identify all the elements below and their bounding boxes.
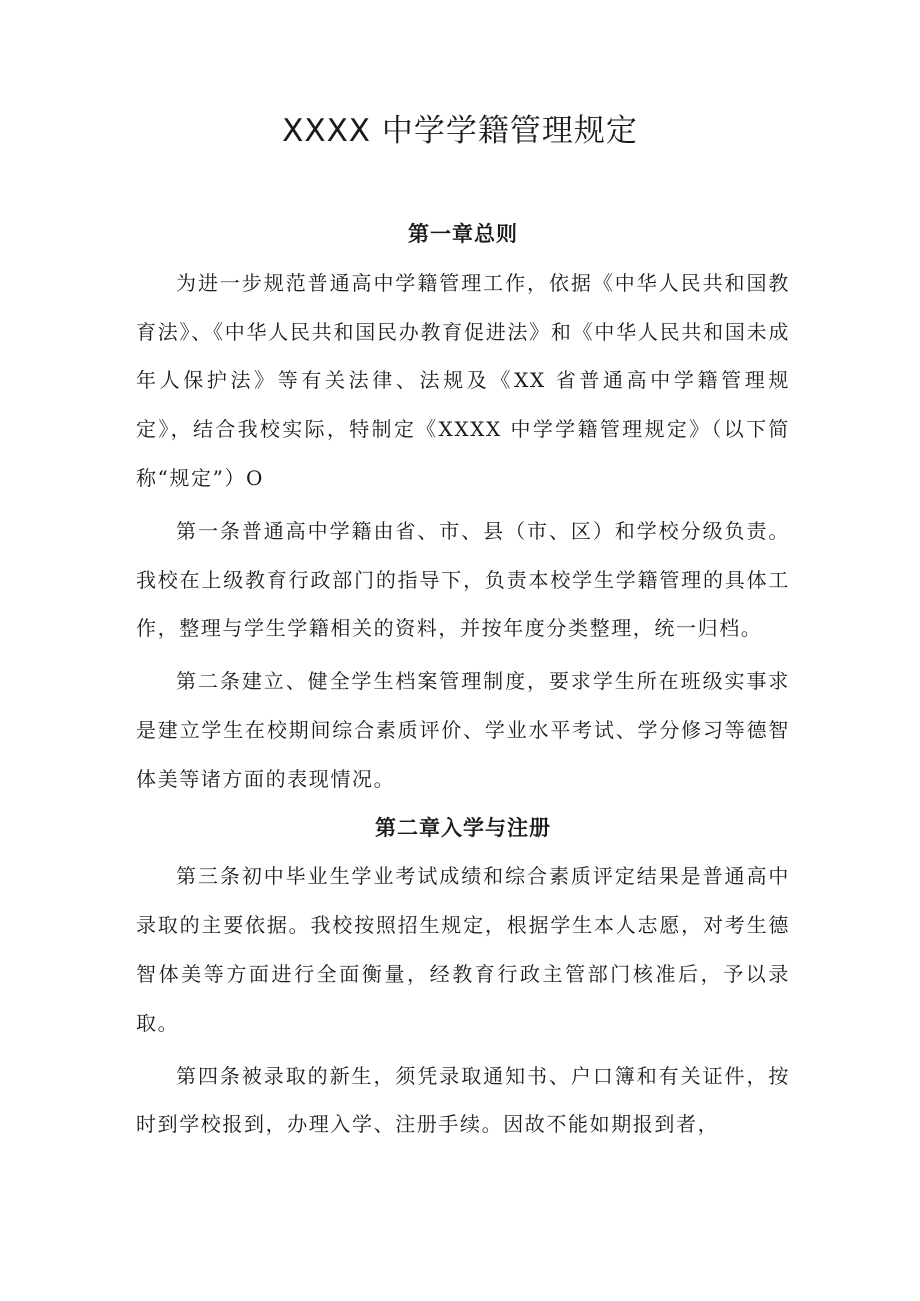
chapter-heading: 第一章总则 [408, 222, 518, 246]
paragraph: 第三条初中毕业生学业考试成绩和综合素质评定结果是普通高中录取的主要依据。我校按照招生规定，根据学生本人志愿，对考生德智体美等方面进行全面衡量，经教育行政主管部门核准后，予以录取。 [136, 864, 790, 1035]
paragraph: 第一条普通高中学籍由省、市、县（市、区）和学校分级负责。我校在上级教育行政部门的指导下，负责本校学生学籍管理的具体工作，整理与学生学籍相关的资料，并按年度分类整理，统一归档。 [136, 518, 790, 641]
chapter-heading: 第二章入学与注册 [375, 815, 551, 840]
document-body [136, 210, 790, 1149]
paragraph: 第四条被录取的新生，须凭录取通知书、户口簿和有关证件，按时到学校报到，办理入学、注册手续。因故不能如期报到者， [136, 1063, 790, 1137]
paragraph: 为进一步规范普通高中学籍管理工作，依据《中华人民共和国教育法》、《中华人民共和国民办教育促进法》和《中华人民共和国未成年人保护法》等有关法律、法规及《XX 省普通高中学籍管理规定》，结合我校实际，特制定《XXXX 中学学籍管理规定》（以下简称“规定”）O [136, 270, 790, 490]
paragraph: 第二条建立、健全学生档案管理制度，要求学生所在班级实事求是建立学生在校期间综合素质评价、学业水平考试、学分修习等德智体美等诸方面的表现情况。 [136, 669, 790, 791]
document-title: XXXX 中学学籍管理规定 [282, 113, 638, 149]
